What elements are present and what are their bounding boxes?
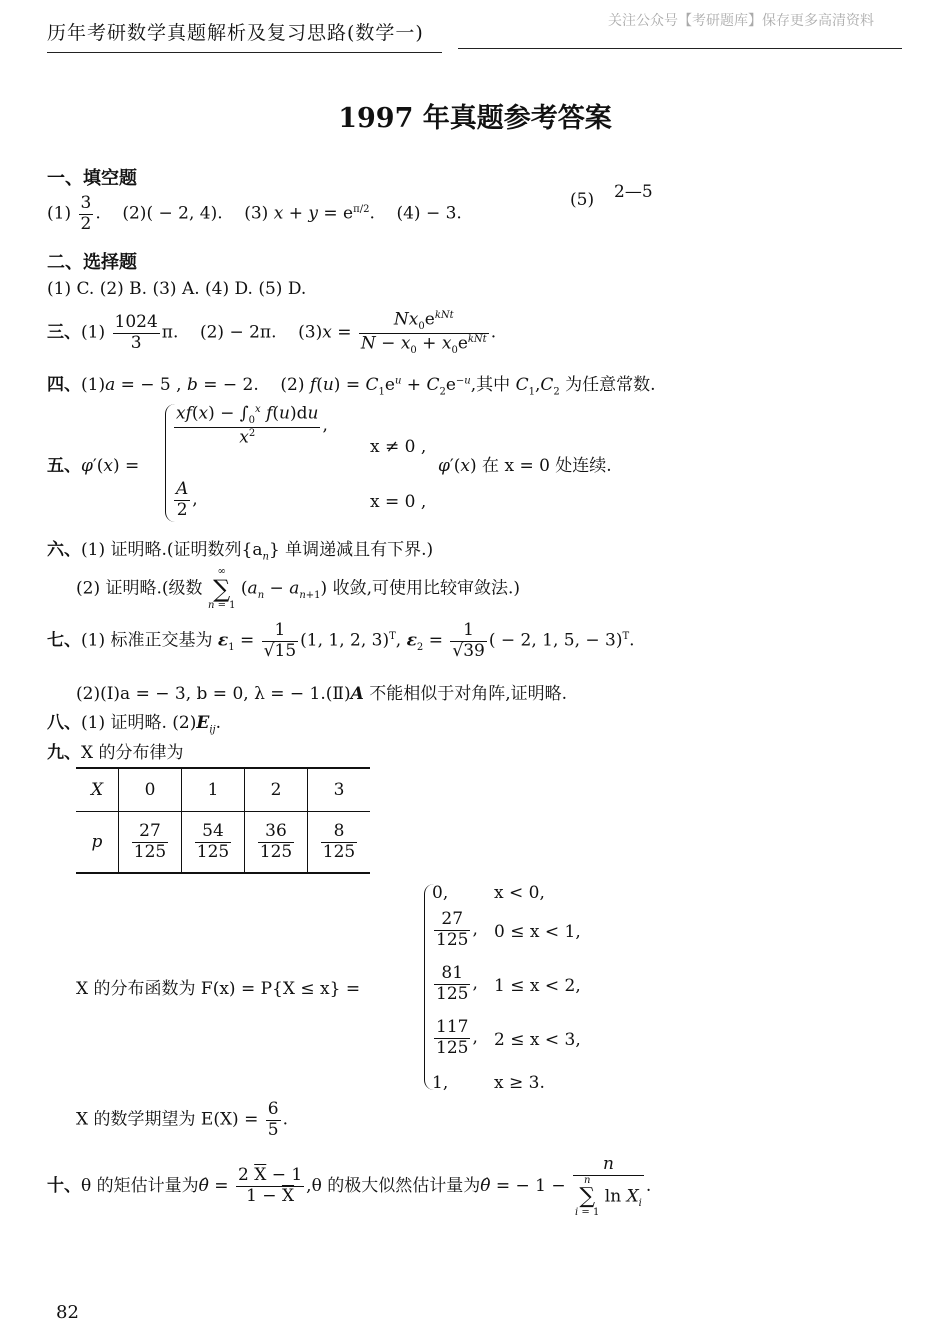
section-5-case1: $\frac{xf(x) - \int_0^x f(u)du}{x^2}$ , (176, 403, 328, 448)
table-cell: $\frac{36}{125}$ (245, 812, 308, 874)
cdf-case-0-val: 0, (432, 883, 449, 903)
cdf-case-2-val: $\frac{81}{125}$ , (436, 963, 478, 1004)
expectation: X 的数学期望为 E(X) = $\frac{6}{5}$ . (76, 1099, 288, 1140)
section-5-case2: $\frac{A}{2}$ , (176, 479, 198, 520)
section-9-intro: 九、X 的分布律为 (47, 743, 184, 763)
section-1-answers: (1) $\frac{3}{2}$ . (2)( − 2, 4). (3) $x + y = e^{\pi/2}$. (4) − 3. (47, 193, 462, 234)
section-6-line1: 六、(1) 证明略.(证明数列$\{a_n\}$ 单调递减且有下界.) (47, 540, 434, 563)
section-7-line2: (2)(Ⅰ)a = − 3, b = 0, λ = − 1.(Ⅱ)A 不能相似于对角阵,证明略. (76, 684, 568, 704)
section-3-answers: 三、(1) $\frac{1024}{3}$ π. (2) − 2π. (3)x = $\frac{Nx_0e^{kNt}}{N - x_0 + x_0e^{kNt}}$ . (47, 309, 497, 356)
cdf-case-3-cond: 2 ≤ x < 3, (494, 1030, 581, 1050)
table-header-cell: X (76, 768, 119, 812)
cdf-case-0-cond: x < 0, (494, 883, 545, 903)
section-1-heading: 一、填空题 (47, 168, 137, 189)
section-10-answers: 十、θ 的矩估计量为θ̂ = $\frac{2 \overline{X} - 1}{1 - \overline{X}}$ ,θ 的极大似然估计量为θ̂ = − 1 − n n ∑ i = 1 $\ln X_i$ . (47, 1154, 652, 1218)
section-8-answers: 八、(1) 证明略. $(2)E_{ij}$. (47, 713, 222, 736)
header-rule-left (47, 52, 442, 53)
cdf-case-4-cond: x ≥ 3. (494, 1073, 545, 1093)
table-cell: $\frac{27}{125}$ (119, 812, 182, 874)
header-title: 历年考研数学真题解析及复习思路(数学一) (47, 22, 424, 44)
cdf-case-3-val: $\frac{117}{125}$ , (436, 1017, 478, 1058)
table-header-cell: 3 (308, 768, 371, 812)
section-4-answers: 四、(1)a = − 5 , b = − 2. (2) $f(u) = C_1e^u + C_2e^{-u}$,其中 $C_1,C_2$ 为任意常数. (47, 375, 656, 398)
cdf-case-4-val: 1, (432, 1073, 449, 1093)
section-2-answers: (1) C. (2) B. (3) A. (4) D. (5) D. (47, 279, 307, 299)
table-header-cell: 0 (119, 768, 182, 812)
answer-1-5-value: 2—5 (614, 182, 653, 202)
section-5-conclusion: φ′(x) 在 x = 0 处连续. (438, 456, 612, 476)
cdf-case-1-val: $\frac{27}{125}$ , (436, 909, 478, 950)
table-header-cell: 1 (182, 768, 245, 812)
cdf-intro: X 的分布函数为 F(x) = P{X ≤ x} = (76, 979, 361, 999)
header-watermark: 关注公众号【考研题库】保存更多高清资料 (608, 13, 874, 29)
page-number: 82 (56, 1302, 79, 1323)
table-cell: $\frac{54}{125}$ (182, 812, 245, 874)
section-6-line2: (2) 证明略.(级数 ∞ ∑ n = 1 $(a_n - a_{n+1})$ 收敛,可使用比较审敛法.) (76, 566, 521, 611)
cdf-case-1-cond: 0 ≤ x < 1, (494, 922, 581, 942)
section-2-heading: 二、选择题 (47, 252, 137, 273)
table-row-label: p (76, 812, 119, 874)
section-5-cond2: x = 0 , (370, 492, 427, 512)
table-cell: $\frac{8}{125}$ (308, 812, 371, 874)
page-title: 1997 年真题参考答案 (338, 103, 612, 134)
distribution-table (76, 767, 370, 874)
section-5-lhs: 五、φ′(x) = (47, 456, 140, 476)
header-rule-right (458, 48, 902, 49)
table-header-cell: 2 (245, 768, 308, 812)
cdf-case-2-cond: 1 ≤ x < 2, (494, 976, 581, 996)
answer-1-5-label: (5) (570, 190, 595, 210)
section-5-cond1: x ≠ 0 , (370, 437, 427, 457)
section-7-line1: 七、(1) 标准正交基为 $\varepsilon_1$ = $\frac{1}{√15}$ (1, 1, 2, 3)$^T$, $\varepsilon_2$ = $\frac{1}{√39}$ ( − 2, 1, 5, − 3)$^T$. (47, 620, 635, 661)
